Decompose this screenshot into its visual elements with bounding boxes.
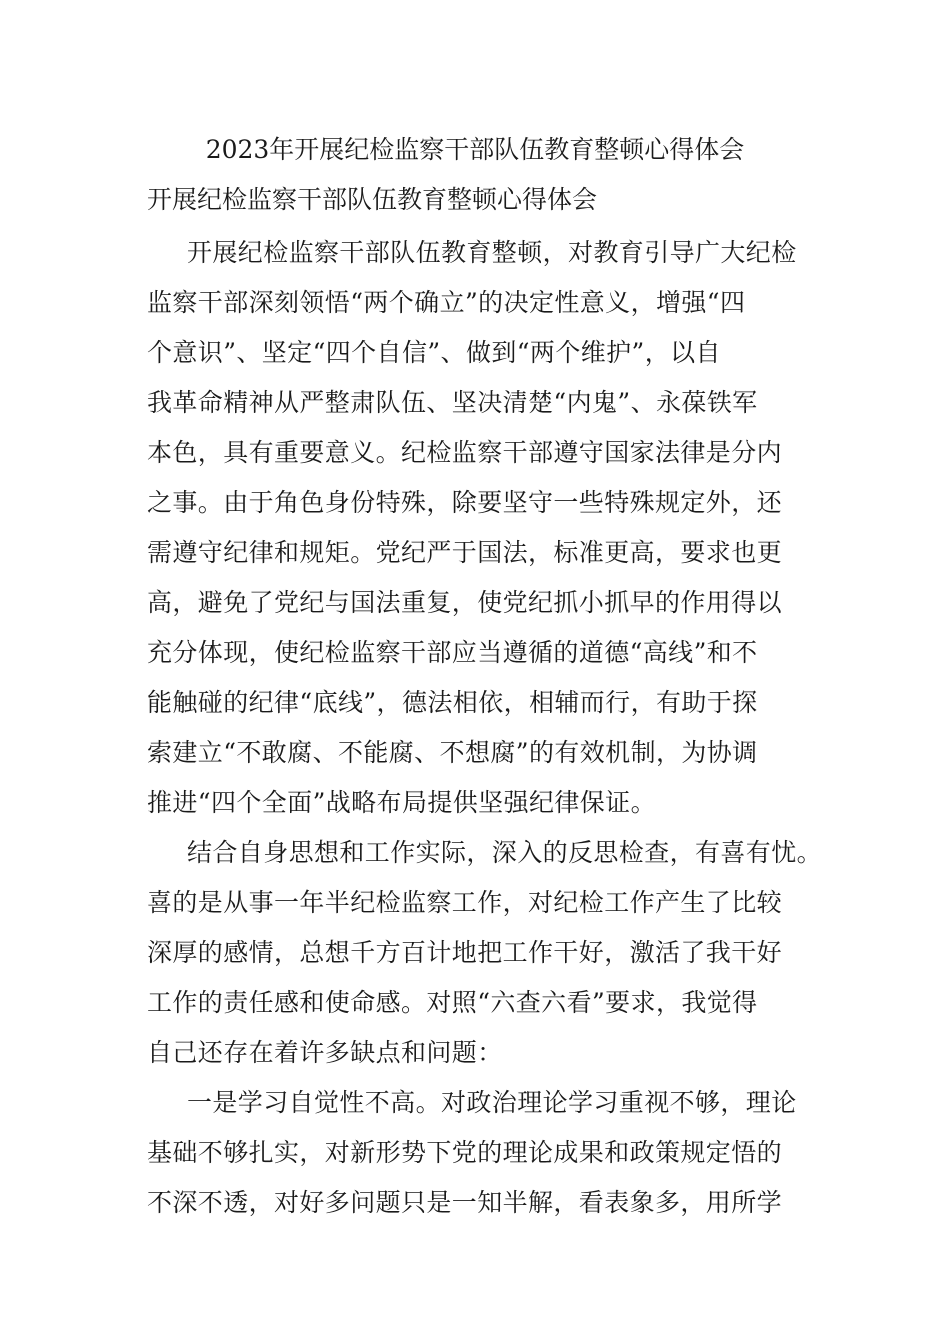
- paragraph-1-line-4: 我革命精神从严整肃队伍、坚决清楚“内鬼”、永葆铁军: [147, 388, 758, 417]
- document-body: [147, 228, 823, 1228]
- paragraph-1-line-10: 能触碰的纪律“底线”，德法相依，相辅而行，有助于探: [147, 688, 758, 717]
- document-title: 2023年开展纪检监察干部队伍教育整顿心得体会: [205, 135, 745, 164]
- paragraph-2-line-4: 工作的责任感和使命感。对照“六查六看”要求，我觉得: [147, 988, 758, 1017]
- paragraph-1-line-7: 需遵守纪律和规矩。党纪严于国法，标准更高，要求也更: [147, 538, 783, 567]
- paragraph-3-line-3: 不深不透，对好多问题只是一知半解，看表象多，用所学: [147, 1188, 783, 1217]
- paragraph-2-line-3: 深厚的感情，总想千方百计地把工作干好，激活了我干好: [147, 938, 783, 967]
- paragraph-2-line-1: 结合自身思想和工作实际，深入的反思检查，有喜有忧。: [187, 838, 823, 867]
- paragraph-1-line-2: 监察干部深刻领悟“两个确立”的决定性意义，增强“四: [147, 288, 746, 317]
- paragraph-1-line-12: 推进“四个全面”战略布局提供坚强纪律保证。: [147, 788, 656, 817]
- paragraph-1-line-8: 高，避免了党纪与国法重复，使党纪抓小抓早的作用得以: [147, 588, 783, 617]
- paragraph-1-line-1: 开展纪检监察干部队伍教育整顿，对教育引导广大纪检: [187, 238, 797, 267]
- paragraph-1-line-9: 充分体现，使纪检监察干部应当遵循的道德“高线”和不: [147, 638, 758, 667]
- paragraph-1-line-5: 本色，具有重要意义。纪检监察干部遵守国家法律是分内: [147, 438, 783, 467]
- paragraph-3-line-2: 基础不够扎实，对新形势下党的理论成果和政策规定悟的: [147, 1138, 783, 1167]
- paragraph-2-line-5: 自己还存在着许多缺点和问题：: [147, 1038, 503, 1067]
- paragraph-1-line-3: 个意识”、坚定“四个自信”、做到“两个维护”，以自: [147, 338, 721, 367]
- paragraph-3-line-1: 一是学习自觉性不高。对政治理论学习重视不够，理论: [187, 1088, 797, 1117]
- paragraph-1-line-11: 索建立“不敢腐、不能腐、不想腐”的有效机制，为协调: [147, 738, 758, 767]
- paragraph-2-line-2: 喜的是从事一年半纪检监察工作，对纪检工作产生了比较: [147, 888, 783, 917]
- document-subtitle: 开展纪检监察干部队伍教育整顿心得体会: [147, 185, 598, 214]
- paragraph-1-line-6: 之事。由于角色身份特殊，除要坚守一些特殊规定外，还: [147, 488, 783, 517]
